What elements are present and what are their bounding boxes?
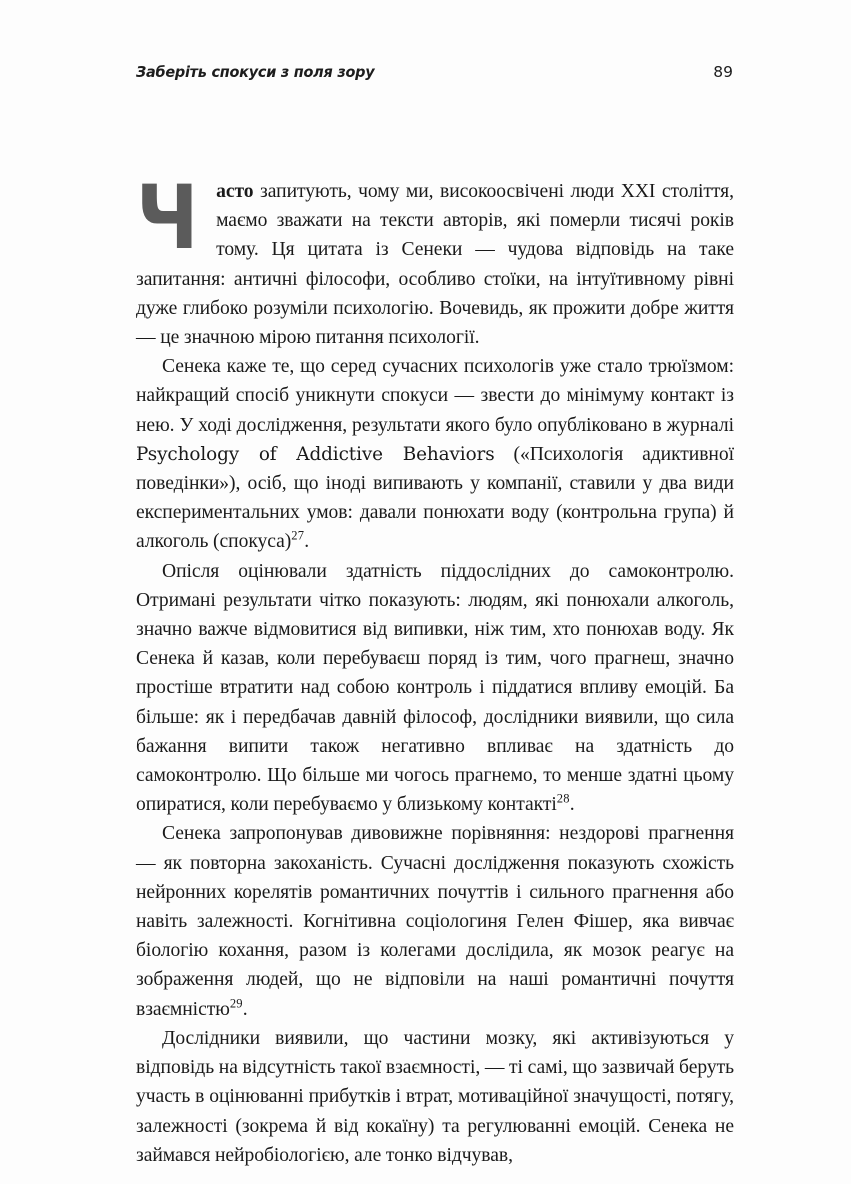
footnote-marker-27: 27 [291,528,305,543]
paragraph-1-lead-bold: асто [216,181,254,202]
paragraph-5 [136,1024,734,1170]
paragraph-1 [136,166,734,352]
paragraph-3-text-part1: Опісля оцінювали здатність піддослідних до самоконтролю. Отримані результати чітко показують: людям, які понюхали алкоголь, значно важче відмовитися від випивки, ніж тим, хто понюхав воду. Як Сенека й казав, коли перебуваєш поряд із тим, чого прагнеш, значно простіше втратити над собою контроль і піддатися впливу емоцій. Ба більше: як і передбачав давній філософ, дослідники виявили, що сила бажання випити також негативно впливає на здатність до самоконтролю. Що більше ми чогось прагнемо, то менше здатні цьому опиратися, коли перебуваємо у близькому контакті [136,560,734,816]
paragraph-1-text: запитують, чому ми, високоосвічені люди XXI століття, маємо зважати на тексти авторів, які померли тисячі років тому. Ця цитата із Сенеки — чудова відповідь на таке запитання: античні філософи, особливо стоїки, на інтуїтивному рівні дуже глибоко розуміли психологію. Вочевидь, як прожити добре життя — це значною мірою питання психології. [136,181,734,349]
body-text-block [136,166,735,1170]
paragraph-3-text-part3: . [569,794,575,816]
running-head-title: Заберіть спокуси з поля зору [136,63,375,81]
paragraph-4-text-part3: . [242,998,248,1020]
drop-cap: Ч [136,166,199,269]
paragraph-2-text-part1: Сенека каже те, що серед сучасних психологів уже стало трюїзмом: найкращий спосіб уникнути спокуси — звести до мінімуму контакт із нею. У ході дослідження, результати якого було опубліковано в журналі [136,356,734,436]
paragraph-4-text-part1: Сенека запропонував дивовижне порівняння: нездорові прагнення — як повторна закоханість. Сучасні дослідження показують схожість нейронних корелятів романтичних почуттів і сильного прагнення або навіть залежності. Когнітивна соціологиня Гелен Фішер, яка вивчає біологію кохання, разом із колегами дослідила, як мозок реагує на зображення людей, що не відповіли на наші романтичні почуття взаємністю [136,823,734,1020]
paragraph-4 [136,819,734,1023]
paragraph-2 [136,352,734,556]
footnote-marker-29: 29 [229,996,243,1011]
page-number: 89 [713,63,733,81]
running-head [136,63,733,89]
paragraph-5-text: Дослідники виявили, що частини мозку, які активізуються у відповідь на відсутність такої взаємності, — ті самі, що зазвичай беруть участь в оцінюванні прибутків і втрат, мотиваційної значущості, потягу, залежності (зокрема й від кокаїну) та регулюванні емоцій. Сенека не займався нейробіологією, але тонко відчував, [136,1027,734,1166]
journal-title: Psychology of Addictive Behaviors [136,443,495,465]
paragraph-3 [136,557,734,820]
paragraph-2-text-part3: . [304,531,310,553]
footnote-marker-28: 28 [556,791,570,806]
paragraph-2-text-part2: («Психологія адиктивної поведінки»), осіб, що іноді випивають у компанії, ставили у два види експериментальних умов: давали понюхати воду (контрольна група) й алкоголь (спокуса) [136,443,735,553]
